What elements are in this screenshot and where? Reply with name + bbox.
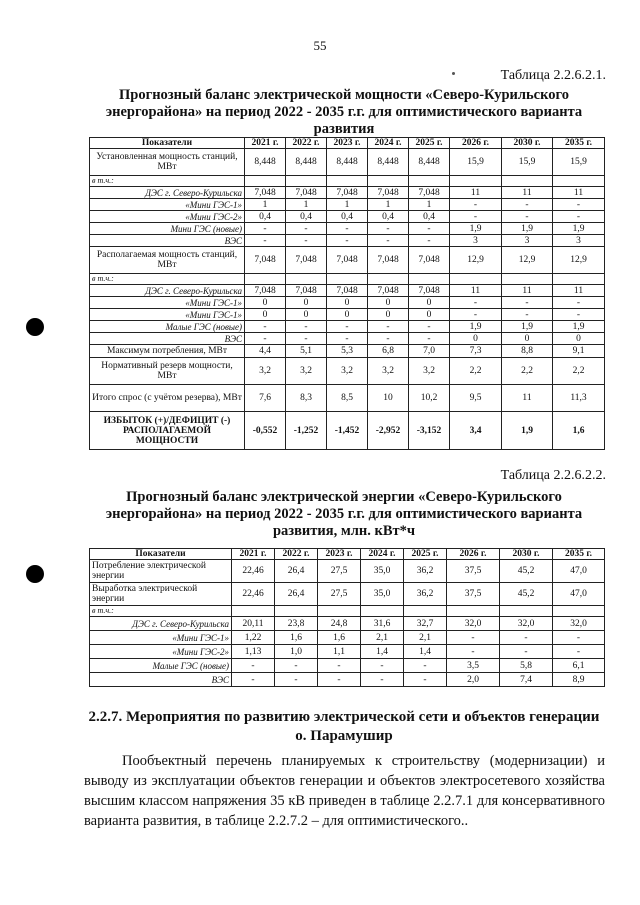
table-cell: -	[553, 645, 605, 659]
table-cell: -	[368, 235, 409, 247]
table-row	[90, 321, 605, 333]
row-label: ДЭС г. Северо-Курильска	[90, 617, 232, 631]
table-cell: 3,2	[327, 358, 368, 385]
table-cell: 7,048	[286, 187, 327, 199]
row-label: «Мини ГЭС-1»	[90, 297, 245, 309]
table-cell: 37,5	[447, 583, 500, 606]
table-header-row	[90, 549, 605, 560]
table-cell: -	[404, 659, 447, 673]
column-header: 2030 г.	[502, 138, 553, 149]
table-cell	[286, 274, 327, 285]
table-cell	[327, 274, 368, 285]
table-cell: -	[553, 631, 605, 645]
table-cell: 0	[286, 297, 327, 309]
table-cell: 7,048	[327, 187, 368, 199]
table-row	[90, 631, 605, 645]
table-cell: 3,4	[450, 412, 502, 450]
table-cell: 7,048	[286, 247, 327, 274]
table-cell: 2,1	[404, 631, 447, 645]
table-cell: 11	[502, 285, 553, 297]
table-cell: -	[500, 631, 553, 645]
table-cell: 5,1	[286, 345, 327, 358]
table-cell: 47,0	[553, 560, 605, 583]
table-cell: -	[286, 235, 327, 247]
table-caption-1: Таблица 2.2.6.2.1.	[500, 68, 606, 83]
table-cell: 37,5	[447, 560, 500, 583]
table-cell: -	[318, 659, 361, 673]
table-title-1: Прогнозный баланс электрической мощности «Северо-Курильского энергорайона» на период 2022 - 2035 г.г. для оптимистического варианта развития	[105, 87, 583, 137]
table-cell: 8,3	[286, 385, 327, 412]
table-row	[90, 211, 605, 223]
table-cell: -	[368, 321, 409, 333]
punch-hole-mark	[26, 565, 44, 583]
column-header: 2022 г.	[286, 138, 327, 149]
table-cell: -	[450, 309, 502, 321]
table-row	[90, 358, 605, 385]
table-cell: -1,452	[327, 412, 368, 450]
table-cell: 8,448	[368, 149, 409, 176]
table-cell: -	[450, 211, 502, 223]
table-cell: 2,2	[502, 358, 553, 385]
table-cell	[500, 606, 553, 617]
table-cell: 15,9	[502, 149, 553, 176]
table-cell: 1,9	[553, 223, 605, 235]
table-cell: 3,5	[447, 659, 500, 673]
table-row	[90, 673, 605, 687]
row-label: ДЭС г. Северо-Курильска	[90, 187, 245, 199]
table-cell: -3,152	[409, 412, 450, 450]
table-cell: 11	[553, 187, 605, 199]
table-cell: 7,6	[245, 385, 286, 412]
table-cell: 1	[286, 199, 327, 211]
table-cell: 15,9	[553, 149, 605, 176]
table-cell: -1,252	[286, 412, 327, 450]
table-cell	[409, 274, 450, 285]
table-cell: 7,048	[409, 187, 450, 199]
table-cell: 12,9	[502, 247, 553, 274]
row-label: «Мини ГЭС-2»	[90, 645, 232, 659]
table-cell: 0	[327, 297, 368, 309]
table-cell	[286, 176, 327, 187]
row-label: «Мини ГЭС-1»	[90, 199, 245, 211]
table-cell: 8,8	[502, 345, 553, 358]
table-cell: 0	[286, 309, 327, 321]
table-cell: -	[409, 223, 450, 235]
table-row	[90, 412, 605, 450]
table-cell: 0	[409, 309, 450, 321]
row-label: Максимум потребления, МВт	[90, 345, 245, 358]
row-label: ВЭС	[90, 235, 245, 247]
table-cell: 1,9	[553, 321, 605, 333]
table-cell: 35,0	[361, 560, 404, 583]
table-cell: 7,048	[245, 285, 286, 297]
table-cell: 31,6	[361, 617, 404, 631]
column-header: 2024 г.	[368, 138, 409, 149]
table-cell: -0,552	[245, 412, 286, 450]
scan-speck	[452, 72, 455, 75]
row-label: Мини ГЭС (новые)	[90, 223, 245, 235]
table-cell: -	[286, 223, 327, 235]
energy-balance-table	[89, 548, 605, 687]
column-header: Показатели	[90, 549, 232, 560]
table-cell: 1,9	[450, 321, 502, 333]
table-cell: -	[361, 659, 404, 673]
table-cell: 45,2	[500, 560, 553, 583]
table-cell	[368, 274, 409, 285]
table-cell: 0	[368, 309, 409, 321]
table-cell	[232, 606, 275, 617]
table-cell: 1,6	[553, 412, 605, 450]
table-cell: -	[409, 333, 450, 345]
table-cell: 1	[368, 199, 409, 211]
table-cell	[361, 606, 404, 617]
table-cell: 11	[553, 285, 605, 297]
table-cell: -	[502, 211, 553, 223]
row-label: Выработка электрической энергии	[90, 583, 232, 606]
table-cell: 3	[553, 235, 605, 247]
table-cell: -	[500, 645, 553, 659]
table-cell: 36,2	[404, 560, 447, 583]
table-row	[90, 606, 605, 617]
table-cell: 7,048	[327, 285, 368, 297]
table-cell: -	[409, 235, 450, 247]
table-cell: 6,1	[553, 659, 605, 673]
table-row	[90, 645, 605, 659]
table-cell: 32,7	[404, 617, 447, 631]
table-cell: 0	[502, 333, 553, 345]
table-cell: 47,0	[553, 583, 605, 606]
table-cell	[553, 606, 605, 617]
table-cell: -	[286, 333, 327, 345]
table-cell: 8,448	[245, 149, 286, 176]
row-label: Малые ГЭС (новые)	[90, 659, 232, 673]
punch-hole-mark	[26, 318, 44, 336]
table-cell: 7,048	[245, 187, 286, 199]
table-cell: 1,0	[275, 645, 318, 659]
table-cell: 8,448	[409, 149, 450, 176]
row-label: «Мини ГЭС-1»	[90, 309, 245, 321]
table-cell: 12,9	[553, 247, 605, 274]
table-cell: 5,3	[327, 345, 368, 358]
table-cell: 1	[409, 199, 450, 211]
table-cell: 0	[450, 333, 502, 345]
table-cell: 23,8	[275, 617, 318, 631]
table-cell: 7,048	[409, 285, 450, 297]
column-header: 2024 г.	[361, 549, 404, 560]
table-cell: 1,6	[275, 631, 318, 645]
table-cell: 3,2	[368, 358, 409, 385]
table-cell: 45,2	[500, 583, 553, 606]
table-cell: 1,1	[318, 645, 361, 659]
table-cell: 0	[245, 297, 286, 309]
table-cell: 32,0	[447, 617, 500, 631]
table-cell: 26,4	[275, 560, 318, 583]
table-cell: 24,8	[318, 617, 361, 631]
table-cell: -	[245, 333, 286, 345]
table-cell: 8,5	[327, 385, 368, 412]
table-cell: 8,448	[286, 149, 327, 176]
table-cell: -	[450, 199, 502, 211]
table-cell: -	[368, 223, 409, 235]
table-cell: 1,4	[361, 645, 404, 659]
table-cell: -	[245, 223, 286, 235]
table-row	[90, 176, 605, 187]
table-cell: -	[232, 673, 275, 687]
table-cell: 32,0	[500, 617, 553, 631]
table-cell: 3,2	[245, 358, 286, 385]
table-cell	[409, 176, 450, 187]
table-cell	[502, 176, 553, 187]
table-cell: 3	[450, 235, 502, 247]
table-cell: 27,5	[318, 583, 361, 606]
table-cell: 11	[502, 385, 553, 412]
table-row	[90, 659, 605, 673]
table-cell	[245, 274, 286, 285]
table-row	[90, 285, 605, 297]
table-cell: 7,048	[327, 247, 368, 274]
table-cell: 0,4	[286, 211, 327, 223]
table-cell: 1	[327, 199, 368, 211]
table-cell	[450, 274, 502, 285]
table-cell: 9,1	[553, 345, 605, 358]
table-row	[90, 274, 605, 285]
row-label: ИЗБЫТОК (+)/ДЕФИЦИТ (-) РАСПОЛАГАЕМОЙ МОЩНОСТИ	[90, 412, 245, 450]
table-cell	[450, 176, 502, 187]
table-cell: 32,0	[553, 617, 605, 631]
table-cell: -	[286, 321, 327, 333]
table-cell: 8,9	[553, 673, 605, 687]
table-cell: 2,0	[447, 673, 500, 687]
table-cell: 1,4	[404, 645, 447, 659]
table-cell: -	[327, 321, 368, 333]
table-cell: 22,46	[232, 560, 275, 583]
row-label: «Мини ГЭС-2»	[90, 211, 245, 223]
table-cell: 10	[368, 385, 409, 412]
table-cell: -	[327, 333, 368, 345]
table-cell: 10,2	[409, 385, 450, 412]
table-cell: -	[450, 297, 502, 309]
table-cell: 7,0	[409, 345, 450, 358]
row-label: ВЭС	[90, 333, 245, 345]
column-header: 2026 г.	[450, 138, 502, 149]
table-cell: 12,9	[450, 247, 502, 274]
table-row	[90, 560, 605, 583]
table-cell	[318, 606, 361, 617]
table-cell: 0,4	[409, 211, 450, 223]
table-cell	[553, 176, 605, 187]
table-row	[90, 583, 605, 606]
table-cell: 7,048	[245, 247, 286, 274]
column-header: 2026 г.	[447, 549, 500, 560]
table-cell: -	[447, 631, 500, 645]
table-cell: 3	[502, 235, 553, 247]
table-cell: -	[409, 321, 450, 333]
table-cell: -	[404, 673, 447, 687]
row-label: Итого спрос (с учётом резерва), МВт	[90, 385, 245, 412]
table-cell: -	[502, 297, 553, 309]
section-heading: 2.2.7. Мероприятия по развитию электрической сети и объектов генерации о. Парамушир	[88, 709, 600, 744]
table-cell	[553, 274, 605, 285]
table-row	[90, 187, 605, 199]
table-cell: 7,048	[368, 285, 409, 297]
table-cell: 0,4	[245, 211, 286, 223]
table-cell: -	[553, 297, 605, 309]
table-cell: -	[447, 645, 500, 659]
column-header: 2023 г.	[318, 549, 361, 560]
table-cell: -2,952	[368, 412, 409, 450]
column-header: 2035 г.	[553, 549, 605, 560]
column-header: 2021 г.	[245, 138, 286, 149]
table-cell: 11	[502, 187, 553, 199]
table-cell: 11,3	[553, 385, 605, 412]
column-header: Показатели	[90, 138, 245, 149]
table-row	[90, 149, 605, 176]
table-row	[90, 223, 605, 235]
table-cell: 27,5	[318, 560, 361, 583]
body-paragraph: Пообъектный перечень планируемых к строительству (модернизации) и выводу из эксплуатации объектов генерации и объектов электросетевого хозяйства высшим классом напряжения 35 кВ приведен в таблице 2.2.7.1 для консервативного варианта развития, в таблице 2.2.7.2 – для оптимистического..	[84, 753, 605, 829]
table-cell: 0,4	[368, 211, 409, 223]
table-cell	[404, 606, 447, 617]
table-cell: 35,0	[361, 583, 404, 606]
table-cell: 0	[553, 333, 605, 345]
table-cell: 4,4	[245, 345, 286, 358]
table-cell: -	[502, 199, 553, 211]
table-cell: -	[553, 211, 605, 223]
table-cell: 3,2	[409, 358, 450, 385]
table-cell: 0	[327, 309, 368, 321]
table-cell: 15,9	[450, 149, 502, 176]
table-cell: 36,2	[404, 583, 447, 606]
table-cell	[447, 606, 500, 617]
table-cell: 2,2	[553, 358, 605, 385]
table-cell: 0	[409, 297, 450, 309]
table-cell: 1,9	[502, 321, 553, 333]
table-cell: 1,13	[232, 645, 275, 659]
table-cell: 1,9	[502, 412, 553, 450]
table-cell: 2,1	[361, 631, 404, 645]
table-cell: 5,8	[500, 659, 553, 673]
table-row	[90, 617, 605, 631]
row-label: в т.ч.:	[90, 274, 245, 285]
table-cell: 6,8	[368, 345, 409, 358]
table-cell	[327, 176, 368, 187]
table-cell: -	[245, 235, 286, 247]
row-label: Установленная мощность станций, МВт	[90, 149, 245, 176]
table-cell: -	[318, 673, 361, 687]
table-cell: 2,2	[450, 358, 502, 385]
column-header: 2021 г.	[232, 549, 275, 560]
column-header: 2035 г.	[553, 138, 605, 149]
table-row	[90, 297, 605, 309]
table-cell: 3,2	[286, 358, 327, 385]
table-cell	[502, 274, 553, 285]
table-cell: 7,048	[368, 187, 409, 199]
table-cell: -	[502, 309, 553, 321]
capacity-balance-table	[89, 137, 605, 450]
row-label: Располагаемая мощность станций, МВт	[90, 247, 245, 274]
table-cell: 20,11	[232, 617, 275, 631]
column-header: 2023 г.	[327, 138, 368, 149]
table-cell: 7,4	[500, 673, 553, 687]
row-label: Нормативный резерв мощности, МВт	[90, 358, 245, 385]
table-cell: 0,4	[327, 211, 368, 223]
table-row	[90, 385, 605, 412]
table-cell: 0	[245, 309, 286, 321]
page-number: 55	[313, 38, 327, 53]
table-cell: -	[368, 333, 409, 345]
table-row	[90, 235, 605, 247]
table-row	[90, 199, 605, 211]
table-cell: 8,448	[327, 149, 368, 176]
table-cell	[245, 176, 286, 187]
row-label: ДЭС г. Северо-Курильска	[90, 285, 245, 297]
row-label: ВЭС	[90, 673, 232, 687]
table-cell: 1,9	[502, 223, 553, 235]
table-cell: 1,9	[450, 223, 502, 235]
row-label: в т.ч.:	[90, 606, 232, 617]
table-cell: 0	[368, 297, 409, 309]
table-cell	[275, 606, 318, 617]
table-cell: 1,6	[318, 631, 361, 645]
table-cell: -	[275, 659, 318, 673]
table-cell: 7,048	[286, 285, 327, 297]
column-header: 2030 г.	[500, 549, 553, 560]
table-cell: 9,5	[450, 385, 502, 412]
table-cell: -	[553, 199, 605, 211]
row-label: Потребление электрической энергии	[90, 560, 232, 583]
column-header: 2022 г.	[275, 549, 318, 560]
row-label: в т.ч.:	[90, 176, 245, 187]
table-cell: 7,3	[450, 345, 502, 358]
table-cell: 22,46	[232, 583, 275, 606]
row-label: «Мини ГЭС-1»	[90, 631, 232, 645]
table-cell: -	[327, 223, 368, 235]
table-cell: 11	[450, 285, 502, 297]
table-title-2: Прогнозный баланс электрической энергии «Северо-Курильского энергорайона» на период 2022 - 2035 г.г. для оптимистического варианта развития, млн. кВт*ч	[105, 489, 583, 539]
table-cell: -	[232, 659, 275, 673]
table-row	[90, 345, 605, 358]
table-cell: -	[245, 321, 286, 333]
table-header-row	[90, 138, 605, 149]
table-cell: 1	[245, 199, 286, 211]
table-cell: -	[327, 235, 368, 247]
table-cell: 7,048	[409, 247, 450, 274]
row-label: Малые ГЭС (новые)	[90, 321, 245, 333]
table-caption-2: Таблица 2.2.6.2.2.	[500, 468, 606, 483]
table-cell: 11	[450, 187, 502, 199]
table-row	[90, 333, 605, 345]
table-cell: 7,048	[368, 247, 409, 274]
table-row	[90, 309, 605, 321]
table-cell	[368, 176, 409, 187]
table-cell: -	[275, 673, 318, 687]
table-cell: 26,4	[275, 583, 318, 606]
column-header: 2025 г.	[409, 138, 450, 149]
table-cell: -	[553, 309, 605, 321]
column-header: 2025 г.	[404, 549, 447, 560]
table-row	[90, 247, 605, 274]
table-cell: -	[361, 673, 404, 687]
table-cell: 1,22	[232, 631, 275, 645]
